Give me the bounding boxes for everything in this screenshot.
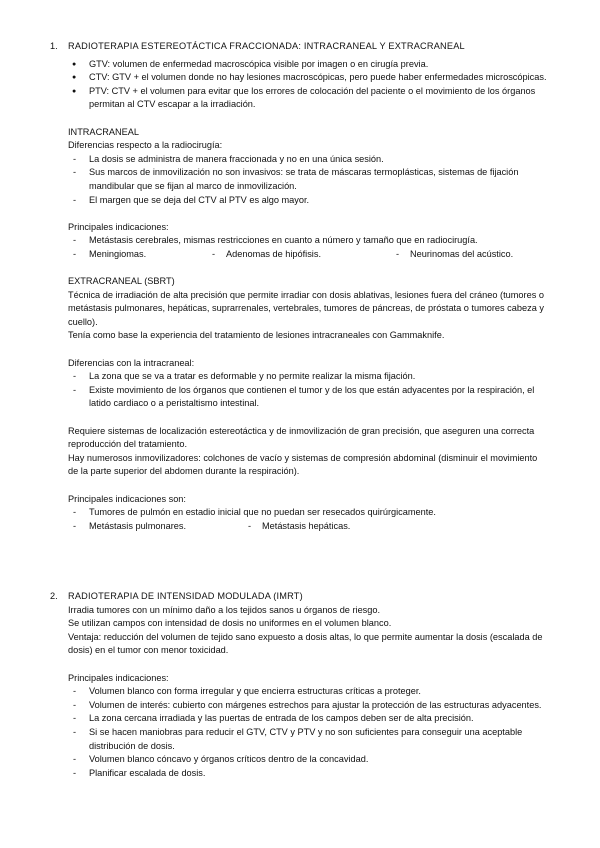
indication-metastasis-liver: - Metástasis hepáticas. <box>248 520 350 534</box>
list-item: ● GTV: volumen de enfermedad macroscópica visible por imagen o en cirugía previa. <box>68 58 550 72</box>
extracraneal-diff-label: Diferencias con la intracraneal: <box>68 357 195 368</box>
indication-metastasis-lung: - Metástasis pulmonares. <box>89 520 187 531</box>
list-item: - Volumen de interés: cubierto con márgenes estrechos para ajustar la protección de las estructuras adyacentes. <box>68 699 550 713</box>
list-item: - Si se hacen maniobras para reducir el GTV, CTV y PTV y no son suficientes para conseguir una aceptable distribución de dosis. <box>68 726 550 753</box>
list-item: - La dosis se administra de manera fraccionada y no en una única sesión. <box>68 153 550 167</box>
indication-neurinomas: - Neurinomas del acústico. <box>396 248 513 262</box>
section-1-title: RADIOTERAPIA ESTEREOTÁCTICA FRACCIONADA: INTRACRANEAL Y EXTRACRANEAL <box>68 41 465 51</box>
intracraneal-heading: INTRACRANEAL <box>68 126 139 137</box>
extracraneal-heading: EXTRACRANEAL (SBRT) <box>68 276 175 287</box>
extracraneal-ind-list <box>68 506 550 533</box>
section-1-heading <box>50 40 550 54</box>
imrt-advantage: Ventaja: reducción del volumen de tejido sano expuesto a dosis altas, lo que permite aumentar la dosis (escalada de dosis) en el tumor con menor toxicidad. <box>68 631 543 656</box>
imrt-ind-list <box>68 685 550 780</box>
section-2-heading <box>50 590 550 604</box>
list-item: - Tumores de pulmón en estadio inicial que no puedan ser resecados quirúrgicamente. <box>68 506 550 520</box>
extracraneal-immobilizers: Hay numerosos inmovilizadores: colchones de vacío y sistemas de compresión abdominal (disminuir el movimiento de la parte superior del abdomen durante la respiración). <box>68 452 538 477</box>
extracraneal-base: Tenía como base la experiencia del tratamiento de lesiones intracraneales con Gammaknife. <box>68 330 445 341</box>
extracraneal-description: Técnica de irradiación de alta precisión que permite irradiar con dosis ablativas, lesiones fuera del cráneo (tumores o metástasis pulmonares, hepáticas, suprarrenales, vertebrales, tumores de páncreas, de próstata o tumores cabeza y cuello). <box>68 289 544 327</box>
extracraneal-ind-label: Principales indicaciones son: <box>68 493 186 504</box>
list-item <box>68 520 550 534</box>
imrt-line-1: Irradia tumores con un mínimo daño a los tejidos sanos u órganos de riesgo. <box>68 604 381 615</box>
intracraneal-ind-label: Principales indicaciones: <box>68 221 169 232</box>
list-item: - Planificar escalada de dosis. <box>68 767 550 781</box>
section-1-number: 1. <box>50 41 58 51</box>
list-item: - La zona cercana irradiada y las puertas de entrada de los campos deben ser de alta precisión. <box>68 712 550 726</box>
intracraneal-diff-label: Diferencias respecto a la radiocirugía: <box>68 140 223 151</box>
intracraneal-diff-list <box>68 153 550 207</box>
indication-meningiomas: - Meningiomas. <box>89 248 147 259</box>
list-item: - Volumen blanco cóncavo y órganos críticos dentro de la concavidad. <box>68 753 550 767</box>
imrt-ind-label: Principales indicaciones: <box>68 672 169 683</box>
indication-adenomas: - Adenomas de hipófisis. <box>212 248 396 262</box>
section-2 <box>50 590 550 780</box>
section-2-title: RADIOTERAPIA DE INTENSIDAD MODULADA (IMRT) <box>68 591 303 601</box>
definitions-list <box>68 58 550 112</box>
list-item: - La zona que se va a tratar es deformable y no permite realizar la misma fijación. <box>68 370 550 384</box>
extracraneal-diff-list <box>68 370 550 411</box>
section-2-number: 2. <box>50 591 58 601</box>
section-1 <box>50 40 550 533</box>
list-item: - El margen que se deja del CTV al PTV es algo mayor. <box>68 194 550 208</box>
list-item: - Existe movimiento de los órganos que contienen el tumor y de los que están adyacentes por la respiración, el latido cardiaco o a peristaltismo intestinal. <box>68 384 550 411</box>
list-item: ● CTV: GTV + el volumen donde no hay lesiones macroscópicas, pero puede haber enfermedades microscópicas. <box>68 71 550 85</box>
list-item: - Volumen blanco con forma irregular y que encierra estructuras críticas a proteger. <box>68 685 550 699</box>
list-item <box>68 248 550 262</box>
imrt-line-2: Se utilizan campos con intensidad de dosis no uniformes en el volumen blanco. <box>68 618 392 629</box>
list-item: ● PTV: CTV + el volumen para evitar que los errores de colocación del paciente o el movimiento de los órganos permitan al CTV escapar a la irradiación. <box>68 85 550 112</box>
extracraneal-requirements: Requiere sistemas de localización estereotáctica y de inmovilización de gran precisión, que aseguren una correcta reproducción del tratamiento. <box>68 425 535 450</box>
list-item: - Sus marcos de inmovilización no son invasivos: se trata de máscaras termoplásticas, sistemas de fijación mandibular que se fijan al marco de inmovilización. <box>68 166 550 193</box>
intracraneal-ind-list <box>68 234 550 261</box>
list-item: - Metástasis cerebrales, mismas restricciones en cuanto a número y tamaño que en radiocirugía. <box>68 234 550 248</box>
